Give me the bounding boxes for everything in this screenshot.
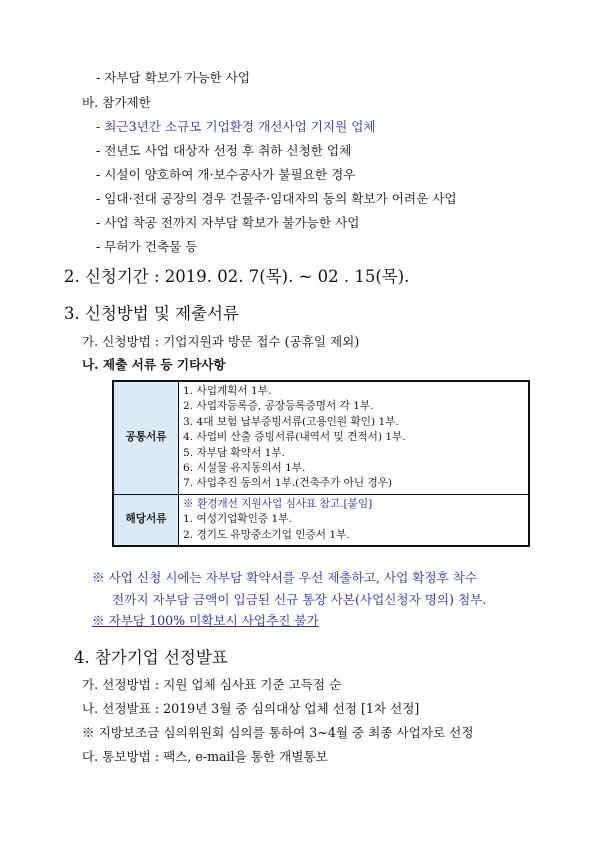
restriction-item-3: - 시설이 양호하여 개·보수공사가 불필요한 경우 xyxy=(96,167,356,182)
common-doc-item: 4. 사업비 산출 증빙서류(내역서 및 견적서) 1부. xyxy=(183,431,406,444)
restriction-item-2: - 전년도 사업 대상자 선정 후 취하 신청한 업체 xyxy=(96,143,352,158)
common-docs-label: 공통서류 xyxy=(113,381,179,494)
application-method: 가. 신청방법 : 기업지원과 방문 접수 (공휴일 제외) xyxy=(82,334,360,349)
documents-table xyxy=(112,380,530,547)
common-doc-item: 1. 사업계획서 1부. xyxy=(183,385,272,397)
selection-method: 가. 선정방법 : 지원 업체 심사표 기준 고득점 순 xyxy=(82,677,342,692)
specific-doc-item: 2. 경기도 유망중소기업 인증서 1부. xyxy=(183,528,350,541)
selection-announcement: 나. 선정발표 : 2019년 3월 중 심의대상 업체 선정 [1차 선정] xyxy=(82,701,420,716)
common-doc-item: 2. 사업자등록증, 공장등록증명서 각 1부. xyxy=(183,400,374,413)
common-docs-row xyxy=(113,381,529,494)
section-3-title: 3. 신청방법 및 제출서류 xyxy=(64,304,239,323)
specific-doc-note: ※ 환경개선 지원사업 심사표 참고.[붙임] xyxy=(183,497,373,510)
committee-note: ※ 지방보조금 심의위원회 심의를 통하여 3~4월 중 최종 사업자로 선정 xyxy=(82,725,474,740)
documents-title: 나. 제출 서류 등 기타사항 xyxy=(82,357,226,372)
section-ba-title: 바. 참가제한 xyxy=(82,95,151,110)
specific-docs-label: 해당서류 xyxy=(113,494,179,546)
common-doc-item: 7. 사업추진 동의서 1부.(건축주가 아닌 경우) xyxy=(183,477,393,490)
item-self-funding-possible: - 자부담 확보가 가능한 사업 xyxy=(96,70,251,85)
section-4-title: 4. 참가기업 선정발표 xyxy=(74,648,228,667)
specific-docs-list xyxy=(179,494,530,546)
specific-docs-row xyxy=(113,494,529,546)
restriction-item-1: - 최근3년간 소규모 기업환경 개선사업 기지원 업체 xyxy=(96,119,376,134)
section-2-title: 2. 신청기간 : 2019. 02. 7(목). ~ 02 . 15(목). xyxy=(64,267,410,286)
self-funding-note-1: ※ 사업 신청 시에는 자부담 확약서를 우선 제출하고, 사업 확정후 착수 xyxy=(92,570,478,585)
self-funding-note-2: 전까지 자부담 금액이 입금된 신규 통장 사본(사업신청자 명의) 첨부. xyxy=(112,592,487,607)
restriction-item-5: - 사업 착공 전까지 자부담 확보가 불가능한 사업 xyxy=(96,215,360,230)
restriction-item-4: - 임대·전대 공장의 경우 건물주·임대자의 동의 확보가 어려운 사업 xyxy=(96,191,457,206)
common-doc-item: 3. 4대 보험 납부증빙서류(고용인원 확인) 1부. xyxy=(183,415,399,428)
common-doc-item: 6. 시설물 유지동의서 1부. xyxy=(183,462,306,475)
common-docs-list xyxy=(179,381,530,494)
common-doc-item: 5. 자부담 확약서 1부. xyxy=(183,446,285,459)
restriction-item-6: - 무허가 건축물 등 xyxy=(96,239,198,254)
specific-doc-item: 1. 여성기업확인증 1부. xyxy=(183,513,292,526)
notification-method: 다. 통보방법 : 팩스, e-mail을 통한 개별통보 xyxy=(82,749,328,764)
self-funding-warning: ※ 자부담 100% 미확보시 사업추진 불가 xyxy=(92,613,319,628)
